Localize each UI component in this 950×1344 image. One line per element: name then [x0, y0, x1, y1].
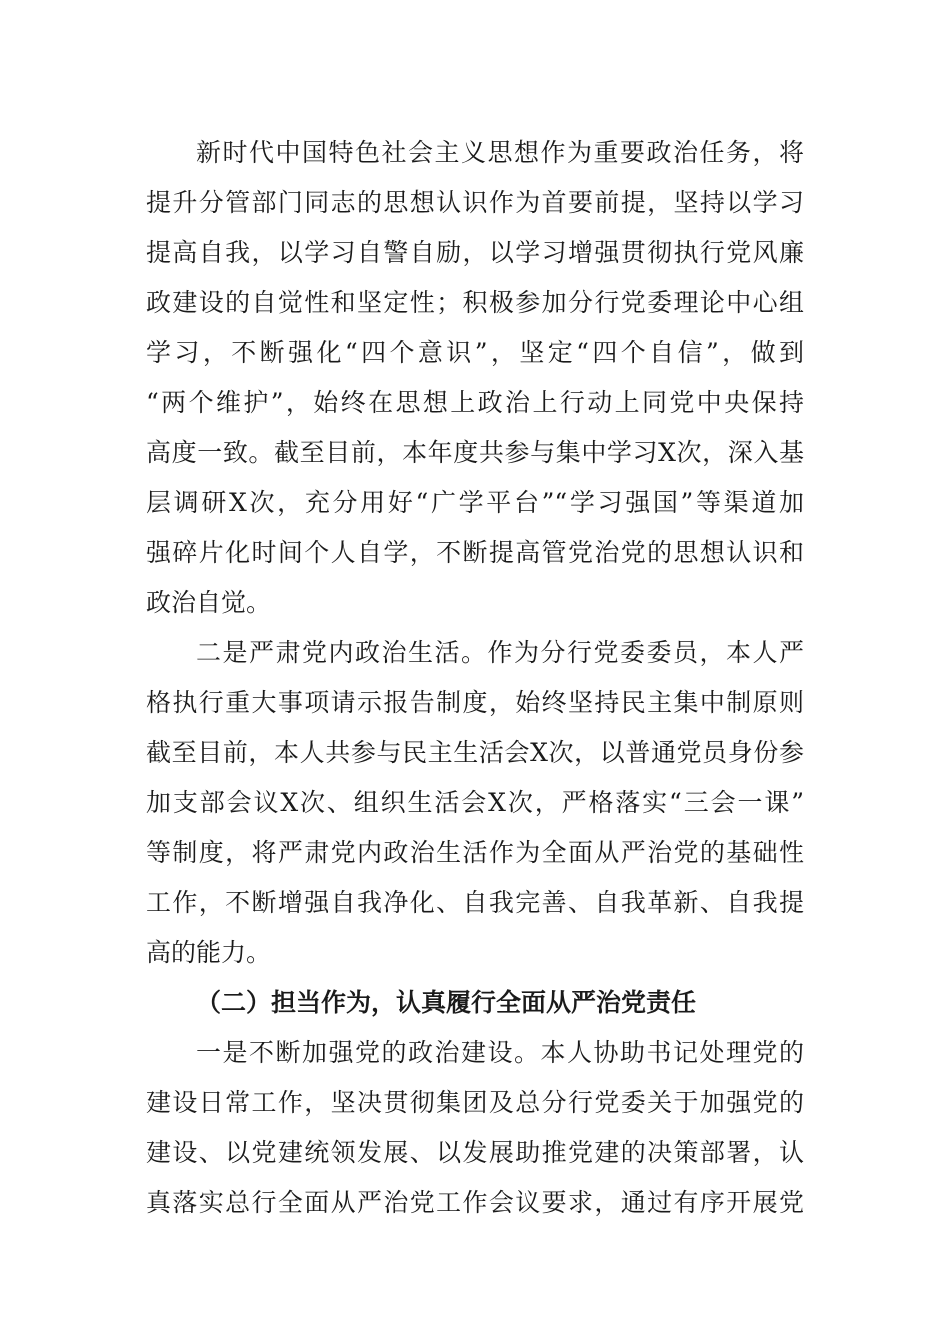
paragraph-3-line-4: 真落实总行全面从严治党工作会议要求，通过有序开展党	[146, 1188, 804, 1217]
paragraph-2-line-5: 等制度，将严肃党内政治生活作为全面从严治党的基础性	[146, 838, 804, 867]
paragraph-1-line-5: 学习，不断强化“四个意识”，坚定“四个自信”，做到	[146, 338, 804, 367]
paragraph-2-line-6: 工作，不断增强自我净化、自我完善、自我革新、自我提	[146, 888, 804, 917]
paragraph-1-line-3: 提高自我，以学习自警自励，以学习增强贯彻执行党风廉	[146, 238, 804, 267]
paragraph-1-line-8: 层调研X次，充分用好“广学平台”“学习强国”等渠道加	[146, 488, 804, 517]
paragraph-3-line-1: 一是不断加强党的政治建设。本人协助书记处理党的	[196, 1038, 804, 1067]
paragraph-1-line-4: 政建设的自觉性和坚定性；积极参加分行党委理论中心组	[146, 288, 804, 317]
paragraph-3-line-2: 建设日常工作，坚决贯彻集团及总分行党委关于加强党的	[146, 1088, 804, 1117]
section-heading: （二）担当作为，认真履行全面从严治党责任	[196, 988, 697, 1017]
paragraph-2-line-7: 高的能力。	[146, 938, 272, 967]
paragraph-3-line-3: 建设、以党建统领发展、以发展助推党建的决策部署，认	[146, 1138, 804, 1167]
paragraph-2-line-3: 截至目前，本人共参与民主生活会X次，以普通党员身份参	[146, 738, 804, 767]
paragraph-2-line-1: 二是严肃党内政治生活。作为分行党委委员，本人严	[196, 638, 804, 667]
paragraph-2-line-2: 格执行重大事项请示报告制度，始终坚持民主集中制原则	[146, 688, 804, 717]
paragraph-1-line-2: 提升分管部门同志的思想认识作为首要前提，坚持以学习	[146, 188, 804, 217]
paragraph-2-line-4: 加支部会议X次、组织生活会X次，严格落实“三会一课”	[146, 788, 804, 817]
paragraph-1-line-10: 政治自觉。	[146, 588, 272, 617]
paragraph-1-line-7: 高度一致。截至目前，本年度共参与集中学习X次，深入基	[146, 438, 804, 467]
paragraph-1-line-1: 新时代中国特色社会主义思想作为重要政治任务，将	[196, 138, 804, 167]
paragraph-1-line-6: “两个维护”，始终在思想上政治上行动上同党中央保持	[146, 388, 804, 417]
paragraph-1-line-9: 强碎片化时间个人自学，不断提高管党治党的思想认识和	[146, 538, 804, 567]
